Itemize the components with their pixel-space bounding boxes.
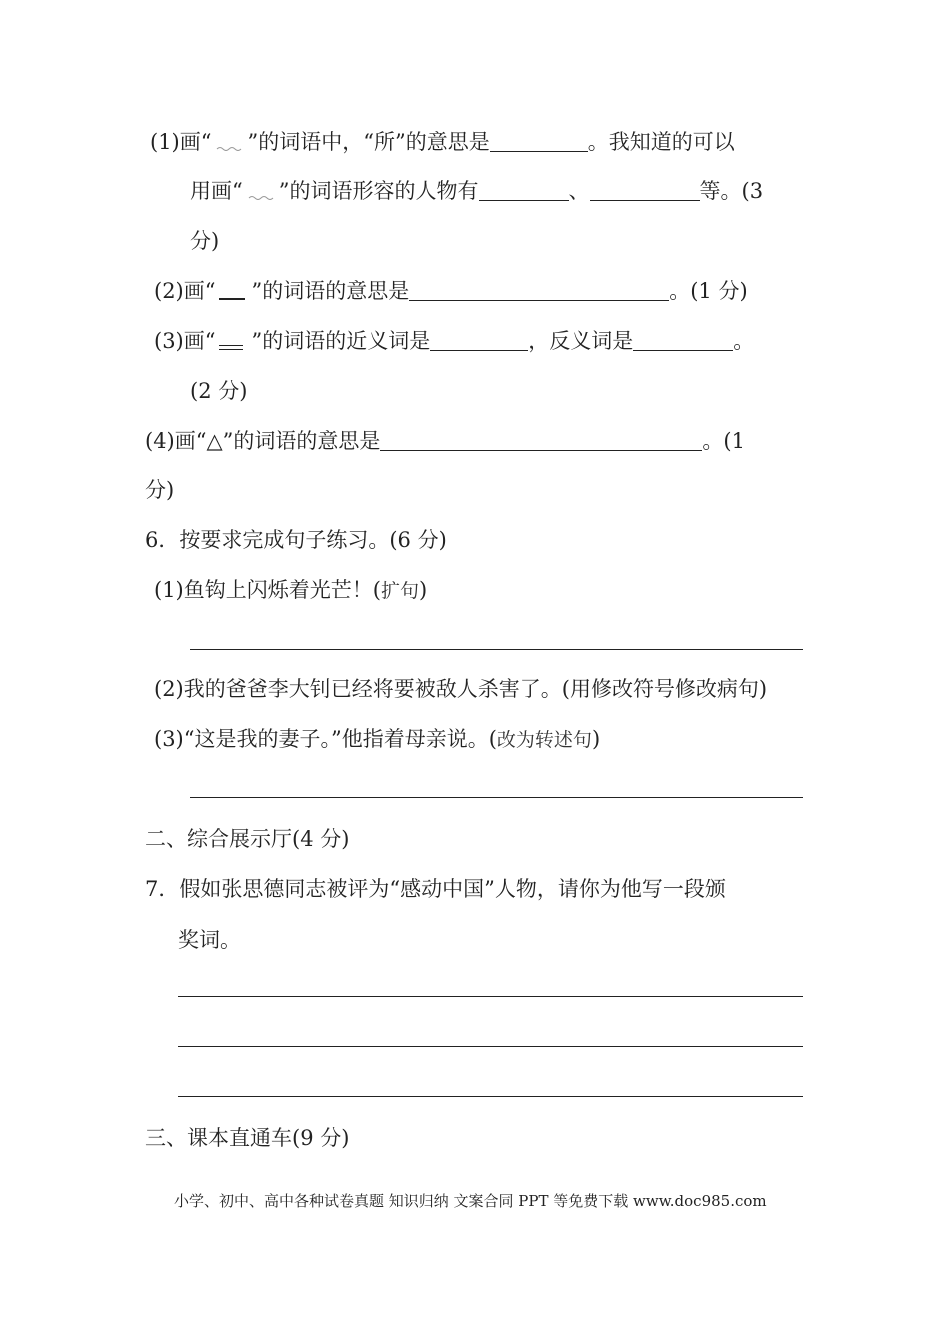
q5-part2-end: 。(1 分) bbox=[669, 279, 748, 303]
q6-sentence3 bbox=[154, 725, 600, 754]
answer-blank[interactable] bbox=[490, 131, 588, 152]
answer-line[interactable] bbox=[190, 797, 803, 798]
q6-title: 6．按要求完成句子练习。(6 分) bbox=[145, 528, 447, 552]
footer-note: 小学、初中、高中各种试卷真题 知识归纳 文案合同 PPT 等免费下载 www.doc985.com bbox=[174, 1192, 767, 1210]
q6-s3-hint: 改为转述句 bbox=[496, 729, 592, 751]
q5-part4-line2 bbox=[145, 476, 174, 504]
q6-s1-text: (1)鱼钩上闪烁着光芒！( bbox=[154, 578, 381, 602]
q5-part3-l2: (2 分) bbox=[190, 379, 248, 403]
q5-part2-mid: ”的词语的意思是 bbox=[251, 279, 410, 303]
q5-part4-line1 bbox=[145, 427, 745, 455]
q5-part1-line2 bbox=[190, 177, 763, 205]
section3-title: 三、课本直通车(9 分) bbox=[145, 1126, 350, 1150]
double-underline-icon bbox=[215, 334, 251, 350]
q5-part4-text: (4)画“△”的词语的意思是 bbox=[145, 429, 381, 453]
answer-line[interactable] bbox=[190, 649, 803, 650]
q5-part2-prefix: (2)画“ bbox=[154, 279, 216, 303]
q5-part1-l2-end: 等。(3 bbox=[699, 179, 764, 203]
q6-s3-text: (3)“这是我的妻子。”他指着母亲说。( bbox=[154, 727, 497, 751]
q5-part1-l2-mid: ”的词语形容的人物有 bbox=[278, 179, 479, 203]
q5-part1-line3 bbox=[190, 227, 219, 255]
q7-line1: 7．假如张思德同志被评为“感动中国”人物，请你为他写一段颁 bbox=[145, 877, 726, 901]
solid-underline-icon bbox=[215, 284, 251, 300]
answer-blank[interactable] bbox=[590, 180, 700, 201]
q5-part1-prefix: (1)画“ bbox=[150, 130, 212, 154]
answer-blank[interactable] bbox=[380, 430, 702, 451]
q5-part3-line2 bbox=[190, 377, 247, 405]
answer-blank[interactable] bbox=[409, 280, 669, 301]
q5-part1-l2-prefix: 用画“ bbox=[190, 179, 243, 203]
q7-line2: 奖词。 bbox=[178, 928, 241, 952]
q5-part3-prefix: (3)画“ bbox=[154, 329, 216, 353]
wavy-underline-icon bbox=[243, 184, 279, 200]
answer-blank[interactable] bbox=[633, 330, 733, 351]
answer-blank[interactable] bbox=[430, 330, 528, 351]
answer-line[interactable] bbox=[178, 1096, 803, 1097]
q5-part3-mid: ”的词语的近义词是 bbox=[251, 329, 431, 353]
q5-part3-line1 bbox=[154, 327, 754, 355]
answer-line[interactable] bbox=[178, 1046, 803, 1047]
q5-part3-mid2: ，反义词是 bbox=[528, 329, 634, 353]
answer-blank[interactable] bbox=[479, 180, 569, 201]
q5-part1-mid: ”的词语中，“所”的意思是 bbox=[247, 130, 490, 154]
q5-part4-l2: 分) bbox=[145, 478, 175, 502]
q6-s1-close: ) bbox=[418, 578, 428, 602]
q6-s1-hint: 扩句 bbox=[380, 580, 419, 602]
q6-sentence2: (2)我的爸爸李大钊已经将要被敌人杀害了。(用修改符号修改病句) bbox=[154, 677, 768, 701]
q5-part1-l3: 分) bbox=[190, 229, 220, 253]
q6-s3-close: ) bbox=[591, 727, 601, 751]
q5-part1-end: 。我知道的可以 bbox=[587, 130, 735, 154]
q5-part1-sep: 、 bbox=[568, 179, 590, 203]
q5-part3-end: 。 bbox=[733, 329, 755, 353]
q5-part4-end: 。(1 bbox=[702, 429, 745, 453]
q5-part2-line bbox=[154, 277, 748, 305]
q6-sentence1 bbox=[154, 576, 427, 605]
q5-part1-line1 bbox=[150, 128, 735, 156]
wavy-underline-icon bbox=[211, 135, 247, 151]
section2-title: 二、综合展示厅(4 分) bbox=[145, 827, 350, 851]
answer-line[interactable] bbox=[178, 996, 803, 997]
